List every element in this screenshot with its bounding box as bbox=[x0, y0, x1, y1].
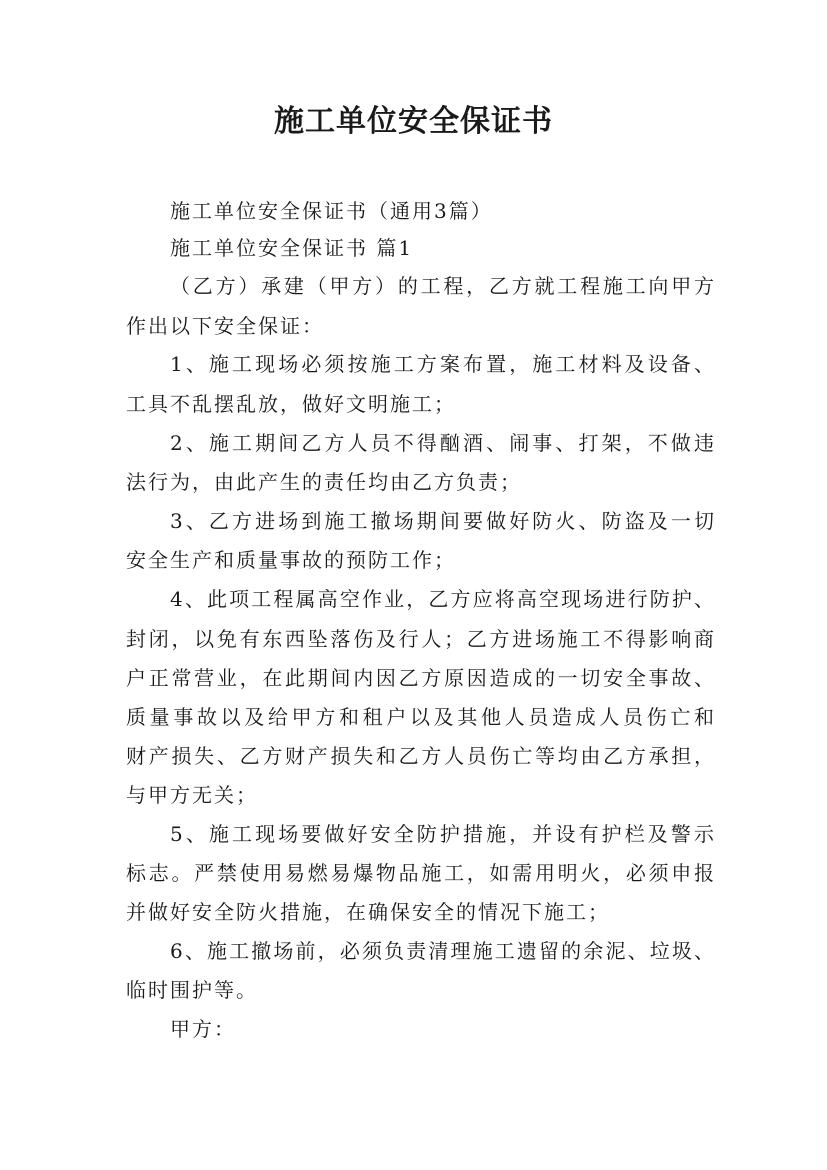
signature-label-party-a: 甲方： bbox=[170, 1017, 236, 1041]
clause-3-line: 安全生产和质量事故的预防工作； bbox=[126, 548, 456, 572]
clause-1-line: 工具不乱摆乱放，做好文明施工； bbox=[126, 392, 456, 416]
paragraph-line: 作出以下安全保证： bbox=[126, 314, 324, 338]
section-heading: 施工单位安全保证书 篇1 bbox=[170, 236, 414, 260]
clause-4-line: 4、此项工程属高空作业，乙方应将高空现场进行防护、 bbox=[170, 587, 716, 611]
clause-4-line: 与甲方无关； bbox=[126, 783, 258, 807]
clause-5-line: 5、施工现场要做好安全防护措施，并设有护栏及警示 bbox=[170, 822, 716, 846]
clause-5-line: 标志。严禁使用易燃易爆物品施工，如需用明火，必须申报 bbox=[126, 861, 716, 885]
clause-3-line: 3、乙方进场到施工撤场期间要做好防火、防盗及一切 bbox=[170, 509, 716, 533]
clause-1-line: 1、施工现场必须按施工方案布置，施工材料及设备、 bbox=[170, 352, 716, 376]
clause-6-line: 6、施工撤场前，必须负责清理施工遗留的余泥、垃圾、 bbox=[170, 939, 716, 963]
paragraph-line: （乙方）承建（甲方）的工程，乙方就工程施工向甲方 bbox=[170, 274, 716, 298]
document-title: 施工单位安全保证书 bbox=[274, 104, 553, 139]
subtitle-line: 施工单位安全保证书（通用3篇） bbox=[170, 199, 493, 223]
clause-2-line: 2、施工期间乙方人员不得酗酒、闹事、打架，不做违 bbox=[170, 431, 716, 455]
clause-2-line: 法行为，由此产生的责任均由乙方负责； bbox=[126, 470, 522, 494]
clause-5-line: 并做好安全防火措施，在确保安全的情况下施工； bbox=[126, 900, 610, 924]
clause-4-line: 财产损失、乙方财产损失和乙方人员伤亡等均由乙方承担， bbox=[126, 744, 716, 768]
clause-4-line: 质量事故以及给甲方和租户以及其他人员造成人员伤亡和 bbox=[126, 705, 716, 729]
clause-4-line: 封闭，以免有东西坠落伤及行人；乙方进场施工不得影响商 bbox=[126, 627, 716, 651]
clause-4-line: 户正常营业，在此期间内因乙方原因造成的一切安全事故、 bbox=[126, 666, 716, 690]
clause-6-line: 临时围护等。 bbox=[126, 978, 258, 1002]
